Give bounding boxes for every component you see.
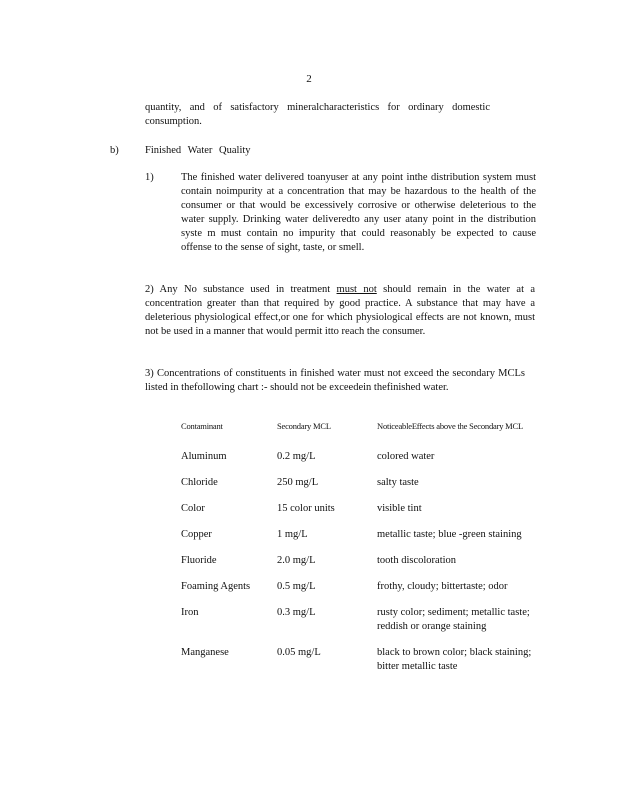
item-number-2: 2)	[145, 284, 154, 295]
header-contaminant: Contaminant	[181, 421, 223, 431]
table-row	[181, 476, 533, 502]
cell-contaminant: Manganese	[181, 647, 229, 658]
cell-effects: salty taste	[377, 477, 419, 488]
table-row	[181, 528, 533, 554]
item-text-2-underlined: must not	[336, 284, 377, 295]
section-title: Finished Water Quality	[145, 145, 251, 156]
cell-effects: visible tint	[377, 503, 422, 514]
table-row	[181, 502, 533, 528]
cell-mcl: 0.5 mg/L	[277, 581, 316, 592]
item-2	[145, 283, 535, 339]
intro-paragraph: quantity, and of satisfactory mineralcharacteristics for ordinary domestic consumption.	[145, 102, 490, 127]
page-number: 2	[306, 73, 312, 85]
header-noticeable-effects: NoticeableEffects above the Secondary MCL	[377, 421, 524, 431]
cell-effects: metallic taste; blue -green staining	[377, 529, 522, 540]
item-text-3: Concentrations of constituents in finished water must not exceed the secondary MCLs listed in thefollowing chart :- should not be exceedein thefinished water.	[145, 368, 525, 393]
table-row	[181, 554, 533, 580]
cell-mcl: 250 mg/L	[277, 477, 319, 488]
table-row	[181, 580, 533, 606]
table-row	[181, 450, 533, 476]
secondary-mcl-table	[181, 420, 533, 686]
item-number-1: 1)	[145, 172, 154, 183]
cell-contaminant: Foaming Agents	[181, 581, 251, 592]
item-text-2-before: Any No substance used in treatment	[159, 284, 331, 295]
cell-mcl: 15 color units	[277, 503, 335, 514]
cell-effects: colored water	[377, 451, 435, 462]
cell-contaminant: Color	[181, 503, 205, 514]
cell-mcl: 2.0 mg/L	[277, 555, 316, 566]
table-row	[181, 646, 533, 686]
cell-contaminant: Chloride	[181, 477, 218, 488]
cell-mcl: 0.2 mg/L	[277, 451, 316, 462]
table-header-row	[181, 420, 533, 450]
item-text-2-after: should remain in the water at a concentration greater than that required by good practice. A substance that may have a deleterious physiological effect,or one for which physiological effects are not known, must not be used in a manner that would permit itto reach the consumer.	[145, 284, 536, 337]
section-label: b)	[110, 145, 119, 156]
cell-mcl: 0.05 mg/L	[277, 647, 321, 658]
cell-contaminant: Copper	[181, 529, 212, 540]
cell-effects: black to brown color; black staining; bitter metallic taste	[377, 647, 532, 672]
header-secondary-mcl: Secondary MCL	[277, 421, 331, 431]
item-text-1: The finished water delivered toanyuser at any point inthe distribution system must contain noimpurity at a concentration that may be hazardous to the health of the consumer or that would be excessively corrosive or otherwise deleterious to the water supply. Drinking water deliveredto any user atany point in the distribution syste m must contain no impurity that could reasonably be expected to cause offense to the sense of sight, taste, or smell.	[181, 172, 536, 253]
table-row	[181, 606, 533, 646]
cell-mcl: 0.3 mg/L	[277, 607, 316, 618]
cell-effects: frothy, cloudy; bittertaste; odor	[377, 581, 508, 592]
cell-contaminant: Iron	[181, 607, 199, 618]
cell-contaminant: Fluoride	[181, 555, 217, 566]
cell-contaminant: Aluminum	[181, 451, 227, 462]
cell-effects: tooth discoloration	[377, 555, 457, 566]
item-3	[145, 367, 525, 395]
cell-effects: rusty color; sediment; metallic taste; reddish or orange staining	[377, 607, 530, 632]
item-number-3: 3)	[145, 368, 154, 379]
cell-mcl: 1 mg/L	[277, 529, 308, 540]
